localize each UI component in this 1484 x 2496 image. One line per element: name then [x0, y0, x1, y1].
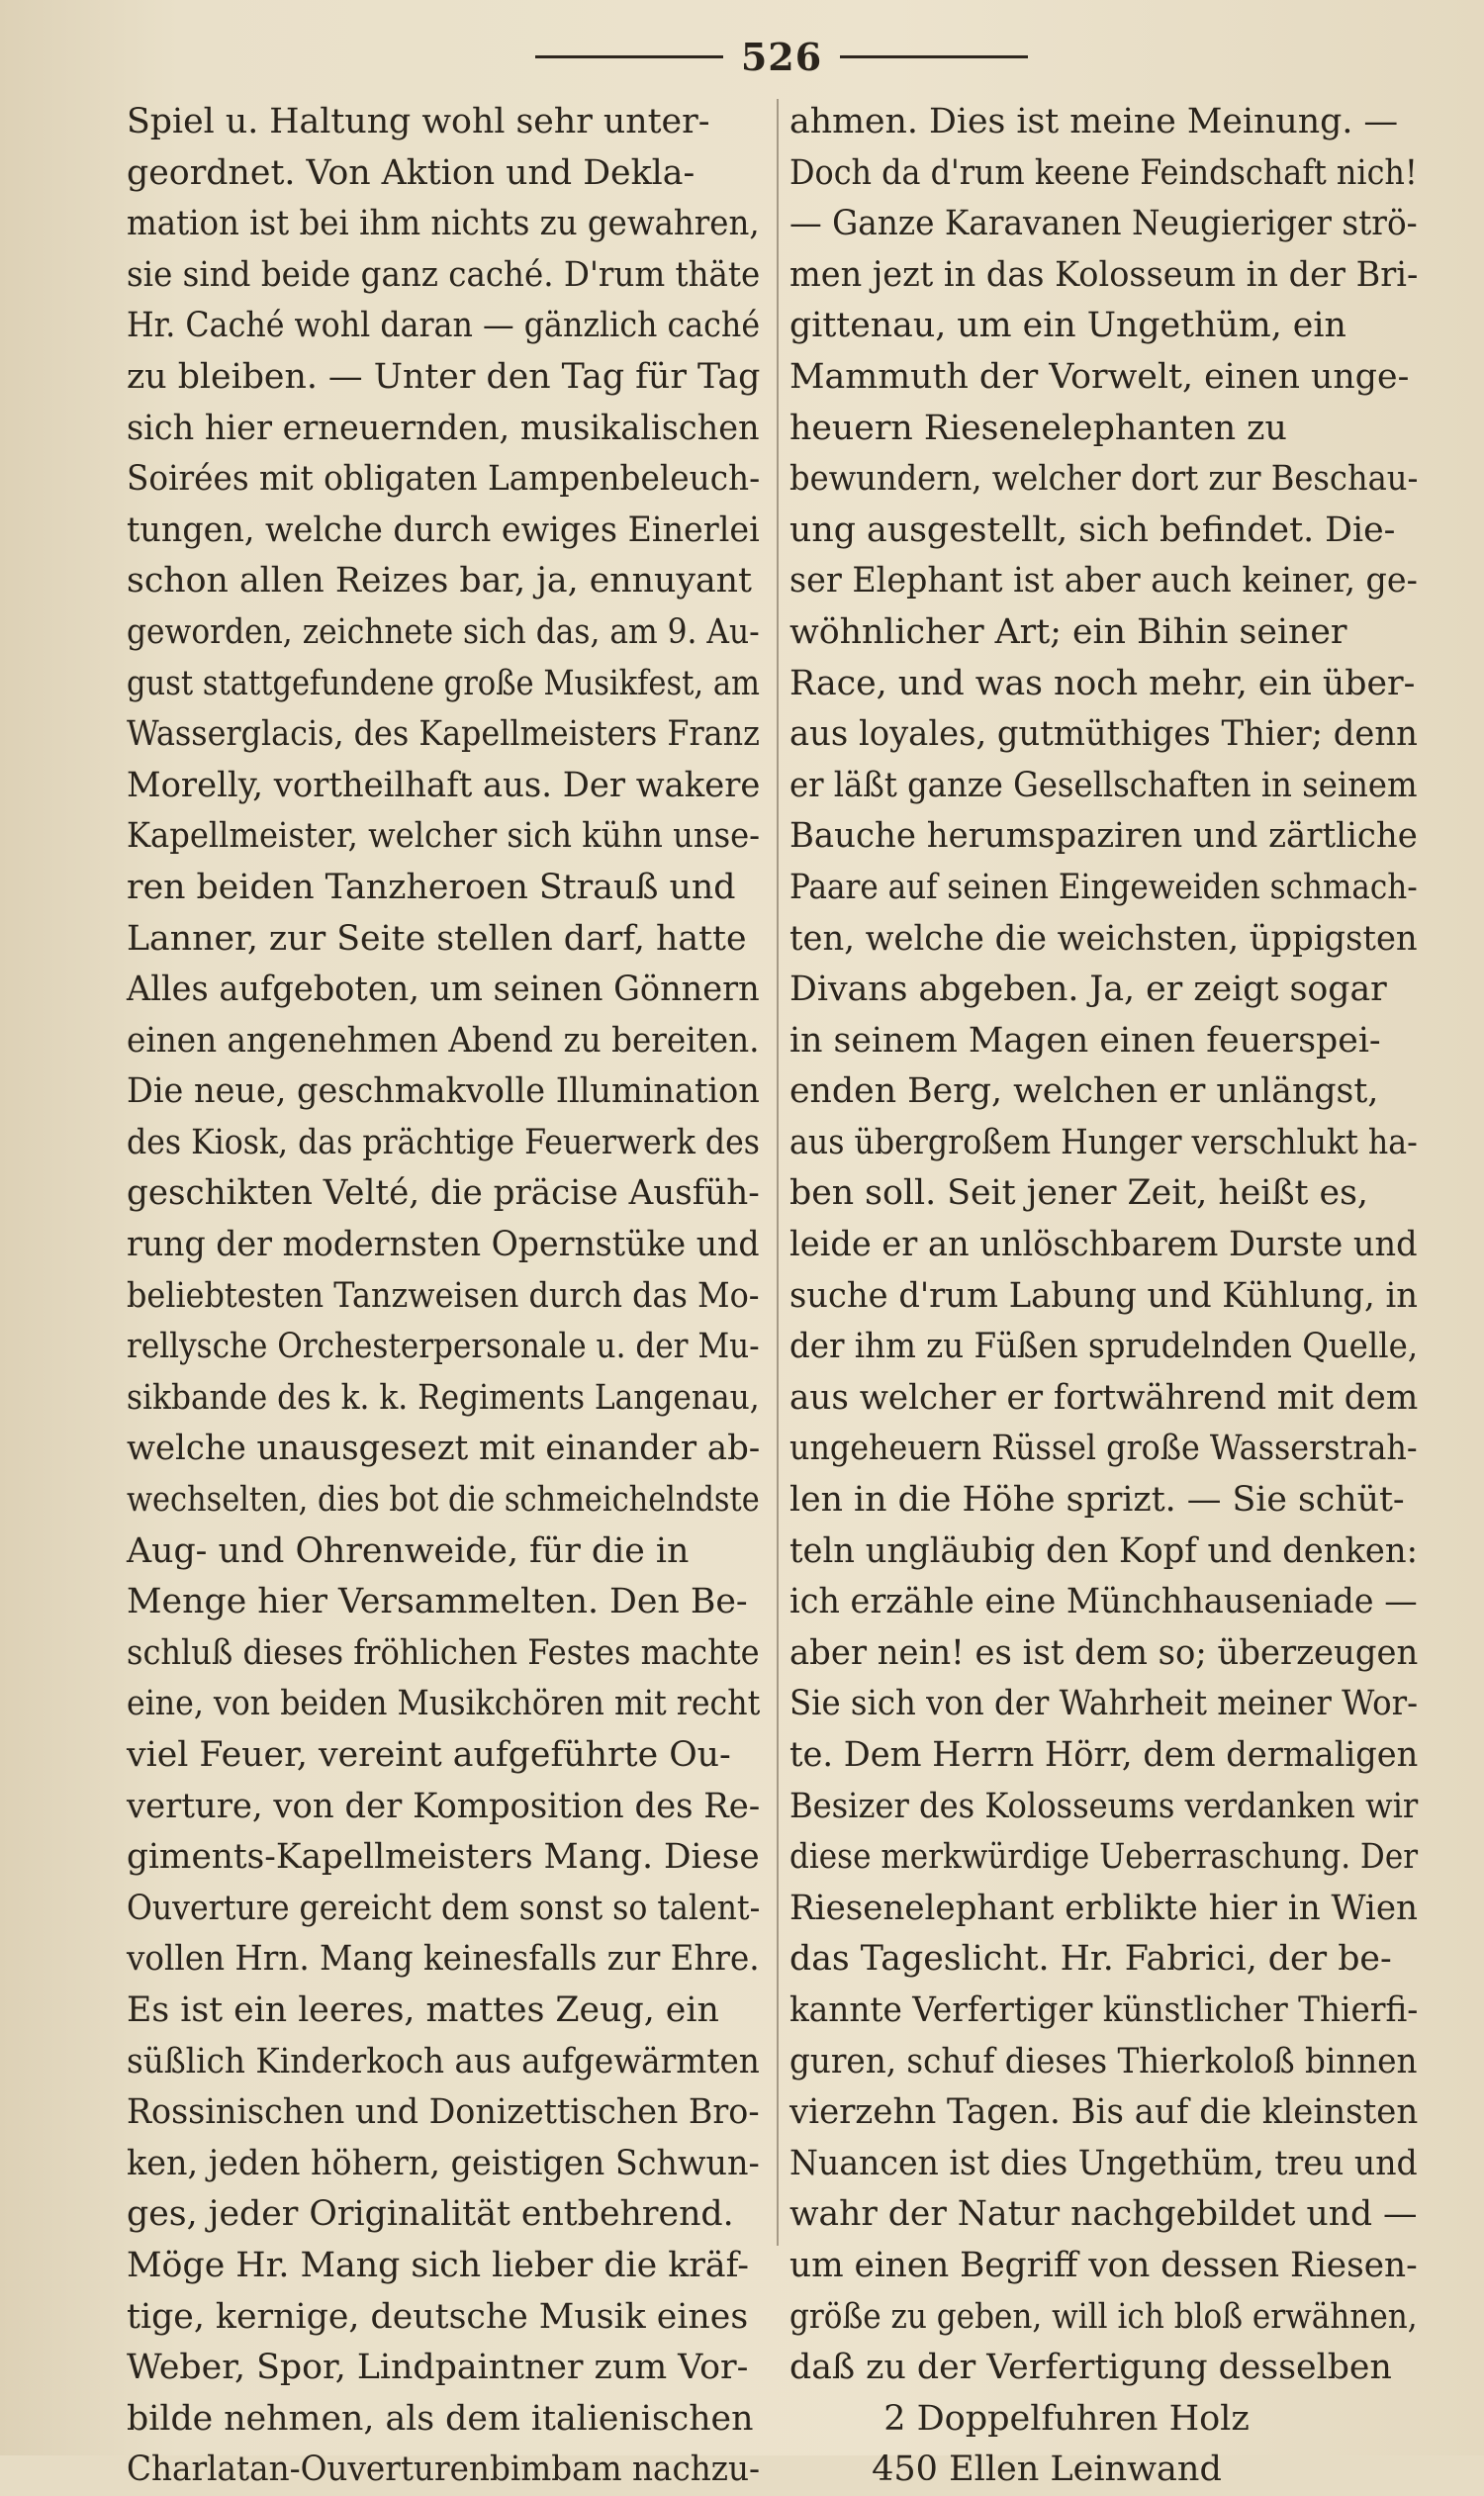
text-line: in seinem Magen einen feuerspei-	[789, 1020, 1381, 1061]
text-line: eine, von beiden Musikchören mit recht	[127, 1684, 761, 1724]
text-line: mation ist bei ihm nichts zu gewahren,	[127, 204, 760, 244]
text-line: Besizer des Kolosseums verdanken wir	[789, 1786, 1419, 1826]
list-item: 450 Ellen Leinwand	[872, 2450, 1222, 2490]
text-line: geworden, zeichnete sich das, am 9. Au-	[127, 611, 760, 652]
text-line: größe zu geben, will ich bloß erwähnen,	[789, 2296, 1418, 2337]
text-line: sie sind beide ganz caché. D'rum thäte	[127, 254, 761, 295]
text-line: um einen Begriff von dessen Riesen-	[789, 2245, 1418, 2285]
text-line: süßlich Kinderkoch aus aufgewärmten	[127, 2041, 760, 2081]
text-line: enden Berg, welchen er unlängst,	[789, 1071, 1379, 1112]
text-line: Divans abgeben. Ja, er zeigt sogar	[789, 970, 1387, 1010]
text-line: Soirées mit obligaten Lampenbeleuch-	[127, 459, 761, 500]
text-line: Wasserglacis, des Kapellmeisters Franz	[127, 714, 760, 755]
text-line: ten, welche die weichsten, üppigsten	[789, 918, 1418, 959]
text-line: aus welcher er fortwährend mit dem	[789, 1377, 1419, 1418]
text-line: ren beiden Tanzheroen Strauß und	[127, 867, 736, 907]
text-line: rung der modernsten Opernstüke und	[127, 1225, 760, 1265]
text-line: Doch da d'rum keene Feindschaft nich!	[789, 152, 1418, 193]
text-line: te. Dem Herrn Hörr, dem dermaligen	[789, 1735, 1419, 1775]
text-line: Rossinischen und Donizettischen Bro-	[127, 2092, 760, 2133]
text-line: aber nein! es ist dem so; überzeugen	[789, 1632, 1419, 1673]
text-line: ahmen. Dies ist meine Meinung. —	[789, 102, 1399, 141]
text-line: kannte Verfertiger künstlicher Thierfi-	[789, 1989, 1419, 2030]
text-line: ungeheuern Rüssel große Wasserstrah-	[789, 1429, 1418, 1469]
text-line: ung ausgestellt, sich befindet. Die-	[789, 509, 1396, 550]
text-line: sich hier erneuernden, musikalischen	[127, 408, 760, 448]
text-line: guren, schuf dieses Thierkoloß binnen	[789, 2041, 1418, 2081]
text-line: wahr der Natur nachgebildet und —	[789, 2194, 1418, 2235]
text-line: len in die Höhe sprizt. — Sie schüt-	[789, 1480, 1405, 1521]
text-line: Aug- und Ohrenweide, für die in	[127, 1530, 690, 1571]
left-column	[127, 97, 765, 2496]
text-line: Hr. Caché wohl daran — gänzlich caché	[127, 306, 761, 346]
text-line: Riesenelephant erblikte hier in Wien	[789, 1888, 1418, 1928]
text-line: Ouverture gereicht dem sonst so talent-	[127, 1888, 761, 1928]
text-line: Spiel u. Haltung wohl sehr unter-	[127, 102, 710, 141]
text-line: ben soll. Seit jener Zeit, heißt es,	[789, 1173, 1368, 1214]
text-line: Sie sich von der Wahrheit meiner Wor-	[789, 1684, 1419, 1724]
text-line: Möge Hr. Mang sich lieber die kräf-	[127, 2245, 749, 2285]
text-line: Kapellmeister, welcher sich kühn unse-	[127, 816, 761, 857]
text-line: bilde nehmen, als dem italienischen	[127, 2398, 754, 2439]
text-line: Weber, Spor, Lindpaintner zum Vor-	[127, 2348, 749, 2388]
text-line: wechselten, dies bot die schmeichelndste	[127, 1480, 760, 1521]
right-column	[789, 97, 1423, 2496]
text-line: diese merkwürdige Ueberraschung. Der	[789, 1837, 1419, 1878]
text-line: aus loyales, gutmüthiges Thier; denn	[789, 714, 1418, 755]
text-line: schon allen Reizes bar, ja, ennuyant	[127, 561, 753, 601]
text-line: schluß dieses fröhlichen Festes machte	[127, 1632, 760, 1673]
text-line: vierzehn Tagen. Bis auf die kleinsten	[789, 2092, 1419, 2133]
text-line: suche d'rum Labung und Kühlung, in	[789, 1275, 1418, 1316]
text-line: ser Elephant ist aber auch keiner, ge-	[789, 561, 1418, 601]
text-line: geschikten Velté, die präcise Ausfüh-	[127, 1173, 760, 1214]
text-line: rellysche Orchesterpersonale u. der Mu-	[127, 1327, 760, 1367]
text-line: teln ungläubig den Kopf und denken:	[789, 1530, 1418, 1571]
text-line: beliebtesten Tanzweisen durch das Mo-	[127, 1275, 760, 1316]
text-line: tungen, welche durch ewiges Einerlei	[127, 509, 760, 550]
text-line: Morelly, vortheilhaft aus. Der wakere	[127, 765, 761, 805]
text-line: zu bleiben. — Unter den Tag für Tag	[127, 356, 761, 397]
text-line: ges, jeder Originalität entbehrend.	[127, 2194, 734, 2235]
text-line: Mammuth der Vorwelt, einen unge-	[789, 356, 1410, 397]
page-number: 526	[740, 34, 823, 79]
text-line: Nuancen ist dies Ungethüm, treu und	[789, 2143, 1418, 2183]
text-line: Alles aufgeboten, um seinen Gönnern	[127, 970, 760, 1010]
text-line: heuern Riesenelephanten zu	[789, 408, 1287, 448]
text-line: Die neue, geschmakvolle Illumination	[127, 1071, 760, 1112]
text-line: ken, jeden höhern, geistigen Schwun-	[127, 2143, 760, 2183]
text-line: verture, von der Komposition des Re-	[127, 1786, 761, 1826]
text-line: leide er an unlöschbarem Durste und	[789, 1225, 1418, 1265]
text-line: Menge hier Versammelten. Den Be-	[127, 1582, 748, 1622]
text-line: bewundern, welcher dort zur Beschau-	[789, 459, 1419, 500]
text-line: welche unausgesezt mit einander ab-	[127, 1429, 761, 1469]
text-line: viel Feuer, vereint aufgeführte Ou-	[127, 1735, 731, 1775]
text-line: Charlatan-Ouverturenbimbam nachzu-	[127, 2450, 761, 2490]
text-line: aus übergroßem Hunger verschlukt ha-	[789, 1122, 1418, 1162]
column-divider	[777, 99, 779, 2246]
text-line: Lanner, zur Seite stellen darf, hatte	[127, 918, 747, 959]
text-line: — Ganze Karavanen Neugieriger strö-	[789, 204, 1418, 244]
header-rule-left	[535, 55, 723, 58]
text-line: einen angenehmen Abend zu bereiten.	[127, 1020, 760, 1061]
list-item: 2 Doppelfuhren Holz	[883, 2398, 1250, 2439]
text-line: Bauche herumspaziren und zärtliche	[789, 816, 1418, 857]
text-line: Es ist ein leeres, mattes Zeug, ein	[127, 1989, 719, 2030]
text-line: men jezt in das Kolosseum in der Bri-	[789, 254, 1419, 295]
text-line: der ihm zu Füßen sprudelnden Quelle,	[789, 1327, 1419, 1367]
page-header	[534, 32, 1029, 81]
text-line: gittenau, um ein Ungethüm, ein	[789, 306, 1346, 346]
text-line: das Tageslicht. Hr. Fabrici, der be-	[789, 1939, 1392, 1980]
text-line: ich erzähle eine Münchhauseniade —	[789, 1582, 1418, 1622]
text-line: Paare auf seinen Eingeweiden schmach-	[789, 867, 1418, 907]
text-line: gust stattgefundene große Musikfest, am	[127, 663, 760, 703]
text-line: Race, und was noch mehr, ein über-	[789, 663, 1416, 703]
text-line: tige, kernige, deutsche Musik eines	[127, 2296, 749, 2337]
text-line: wöhnlicher Art; ein Bihin seiner	[789, 611, 1347, 652]
text-line: er läßt ganze Gesellschaften in seinem	[789, 765, 1418, 805]
text-line: sikbande des k. k. Regiments Langenau,	[127, 1377, 760, 1418]
text-line: des Kiosk, das prächtige Feuerwerk des	[127, 1122, 760, 1162]
text-line: giments-Kapellmeisters Mang. Diese	[127, 1837, 760, 1878]
text-line: vollen Hrn. Mang keinesfalls zur Ehre.	[127, 1939, 760, 1980]
text-line: daß zu der Verfertigung desselben	[789, 2348, 1392, 2388]
header-rule-right	[840, 55, 1028, 58]
text-line: geordnet. Von Aktion und Dekla-	[127, 152, 696, 193]
